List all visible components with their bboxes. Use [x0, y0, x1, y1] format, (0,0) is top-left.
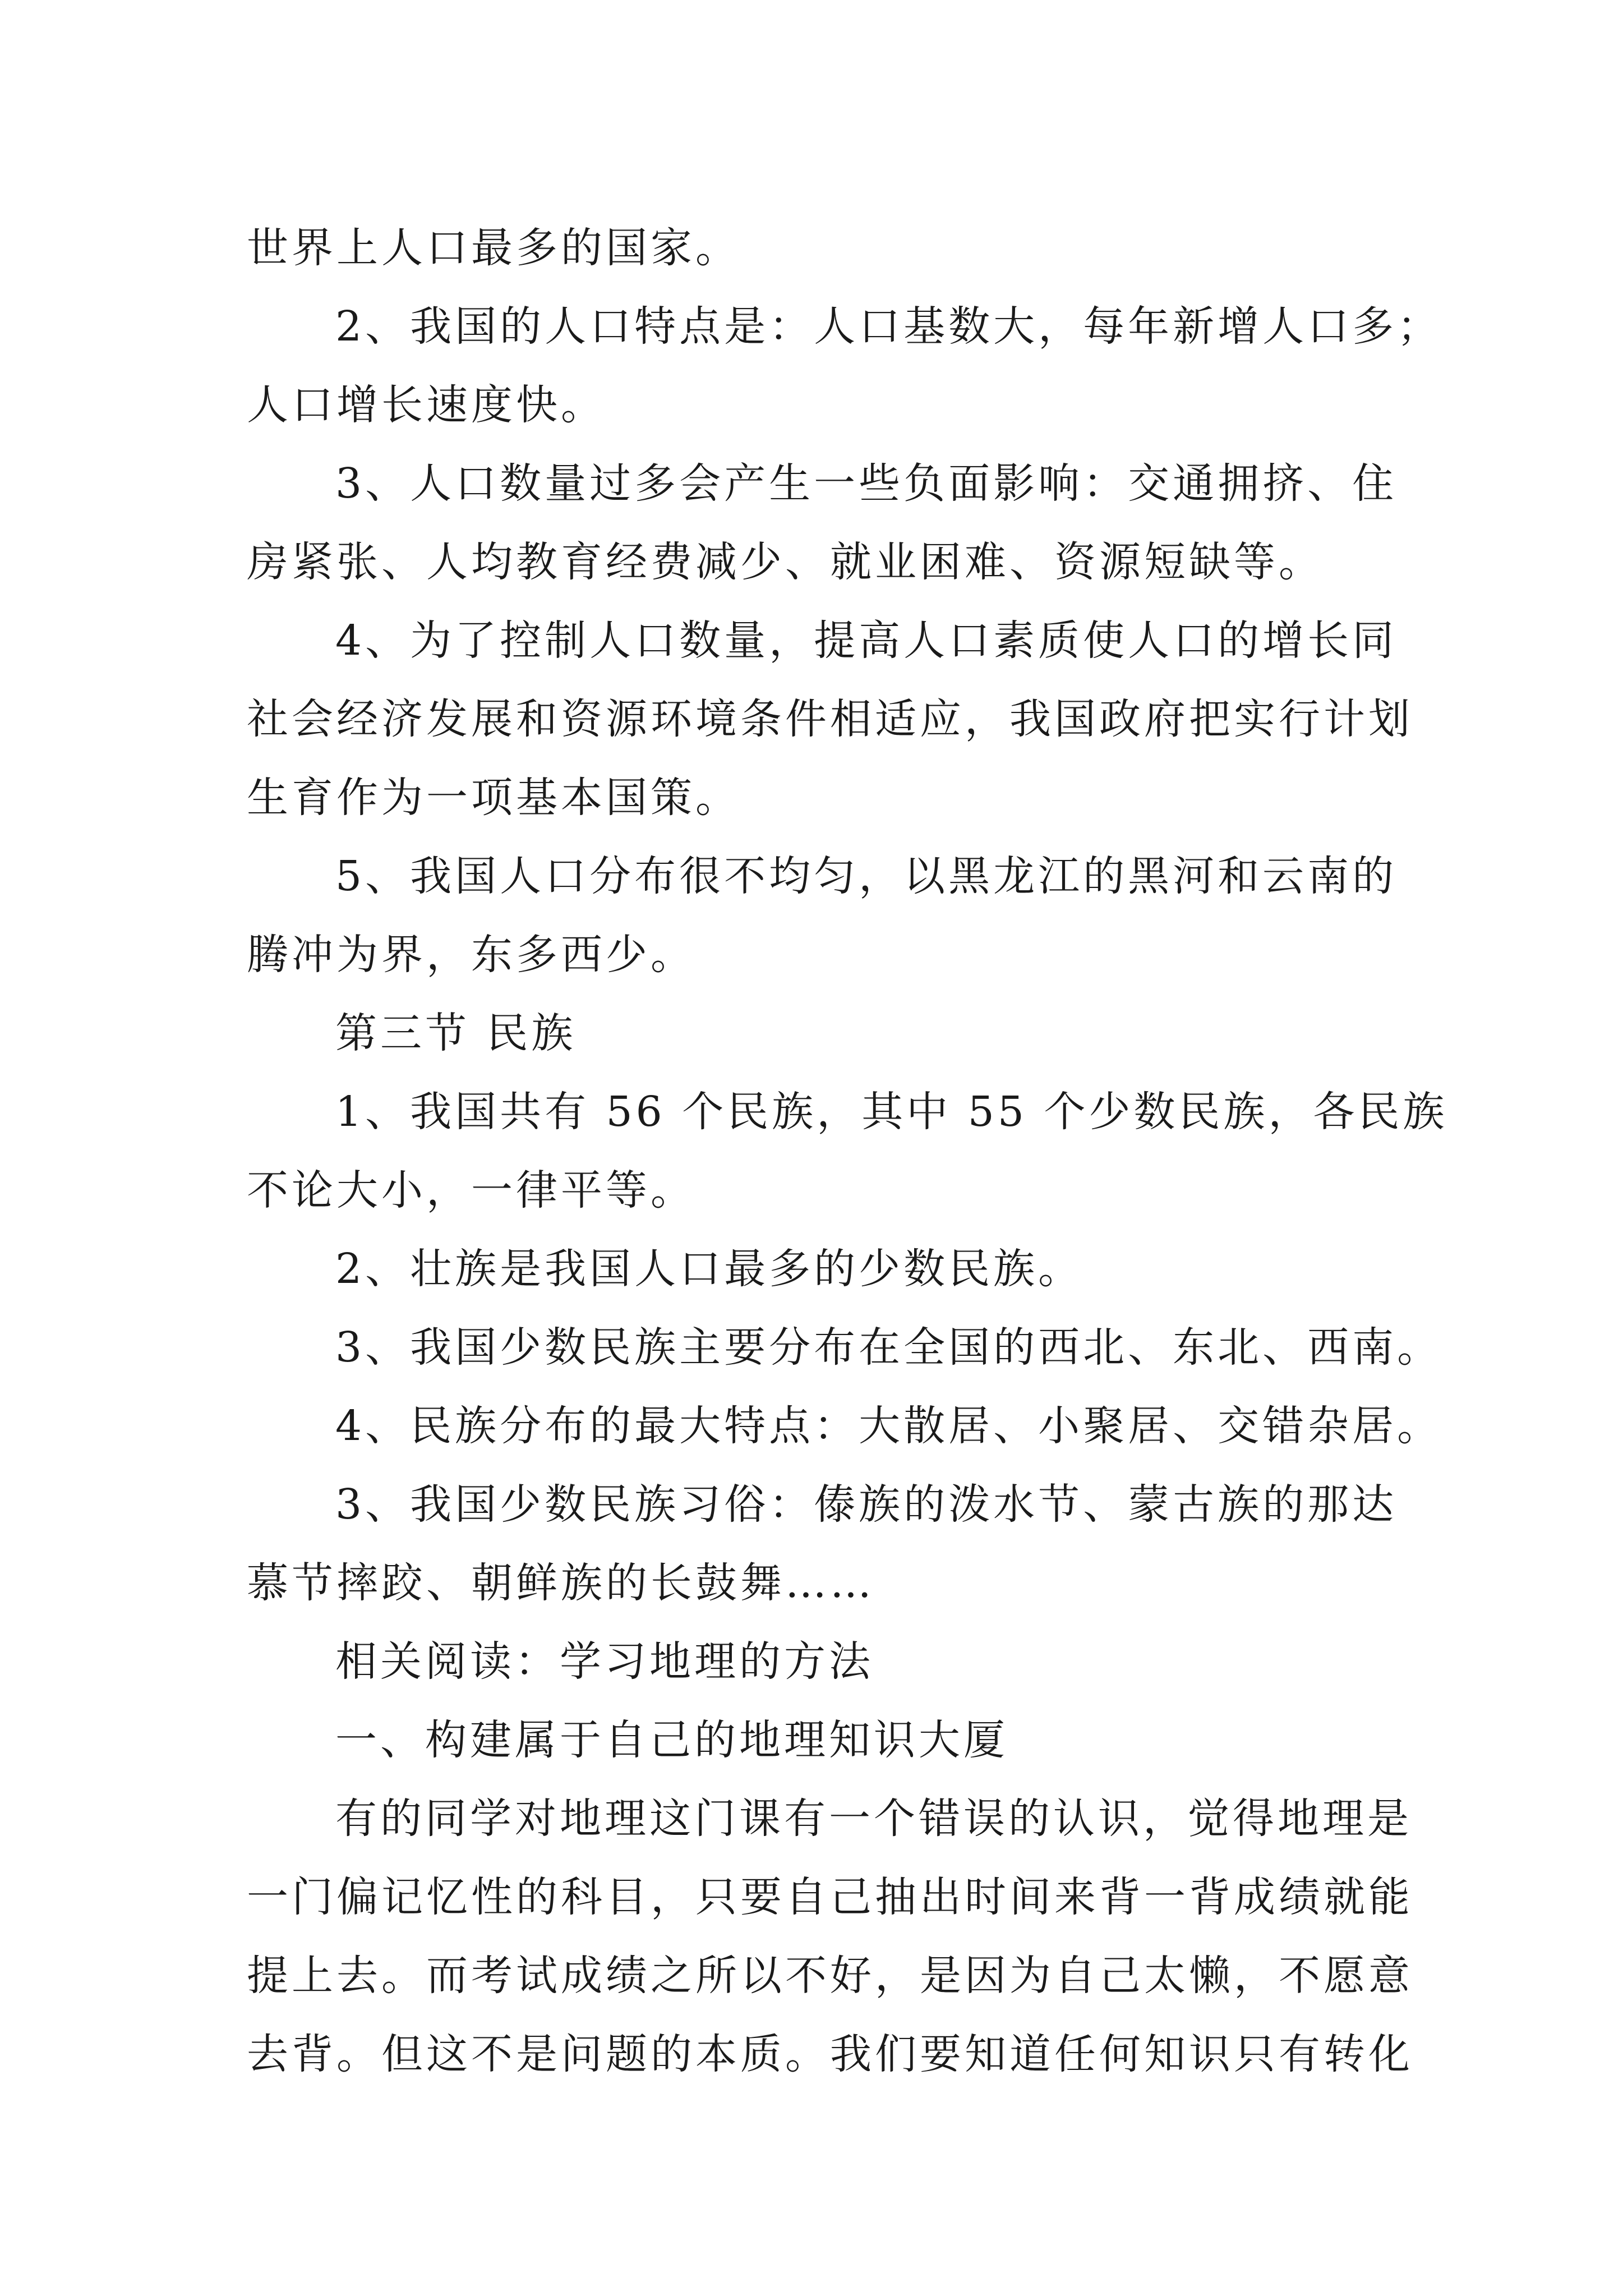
text-line: 4、民族分布的最大特点：大散居、小聚居、交错杂居。 — [335, 1402, 1442, 1450]
text-line: 3、我国少数民族习俗：傣族的泼水节、蒙古族的那达 — [335, 1480, 1398, 1529]
text-line: 腾冲为界，东多西少。 — [247, 931, 695, 979]
subsection-heading: 一、构建属于自己的地理知识大厦 — [335, 1716, 1008, 1764]
text-line: 3、我国少数民族主要分布在全国的西北、东北、西南。 — [335, 1323, 1442, 1372]
related-reading-heading: 相关阅读：学习地理的方法 — [335, 1637, 874, 1686]
text-line: 生育作为一项基本国策。 — [247, 774, 740, 822]
text-line: 不论大小，一律平等。 — [247, 1166, 695, 1214]
text-line: 一门偏记忆性的科目，只要自己抽出时间来背一背成绩就能 — [247, 1873, 1413, 1921]
section-heading: 第三节 民族 — [335, 1009, 577, 1057]
text-line: 1、我国共有 56 个民族，其中 55 个少数民族，各民族 — [335, 1088, 1448, 1136]
text-line: 2、壮族是我国人口最多的少数民族。 — [335, 1245, 1083, 1293]
text-line: 慕节摔跤、朝鲜族的长鼓舞…… — [247, 1559, 875, 1607]
text-line: 3、人口数量过多会产生一些负面影响：交通拥挤、住 — [335, 459, 1398, 508]
text-line: 5、我国人口分布很不均匀，以黑龙江的黑河和云南的 — [335, 852, 1398, 900]
text-line: 2、我国的人口特点是：人口基数大，每年新增人口多； — [335, 302, 1442, 351]
document-body — [247, 209, 1448, 2093]
text-line: 去背。但这不是问题的本质。我们要知道任何知识只有转化 — [247, 2030, 1413, 2078]
text-line: 人口增长速度快。 — [247, 381, 606, 429]
text-line: 提上去。而考试成绩之所以不好，是因为自己太懒，不愿意 — [247, 1952, 1413, 2000]
text-line: 房紧张、人均教育经费减少、就业困难、资源短缺等。 — [247, 538, 1324, 586]
text-line: 社会经济发展和资源环境条件相适应，我国政府把实行计划 — [247, 695, 1413, 743]
text-line: 世界上人口最多的国家。 — [247, 224, 740, 272]
text-line: 有的同学对地理这门课有一个错误的认识，觉得地理是 — [335, 1795, 1412, 1843]
text-line: 4、为了控制人口数量，提高人口素质使人口的增长同 — [335, 616, 1398, 665]
